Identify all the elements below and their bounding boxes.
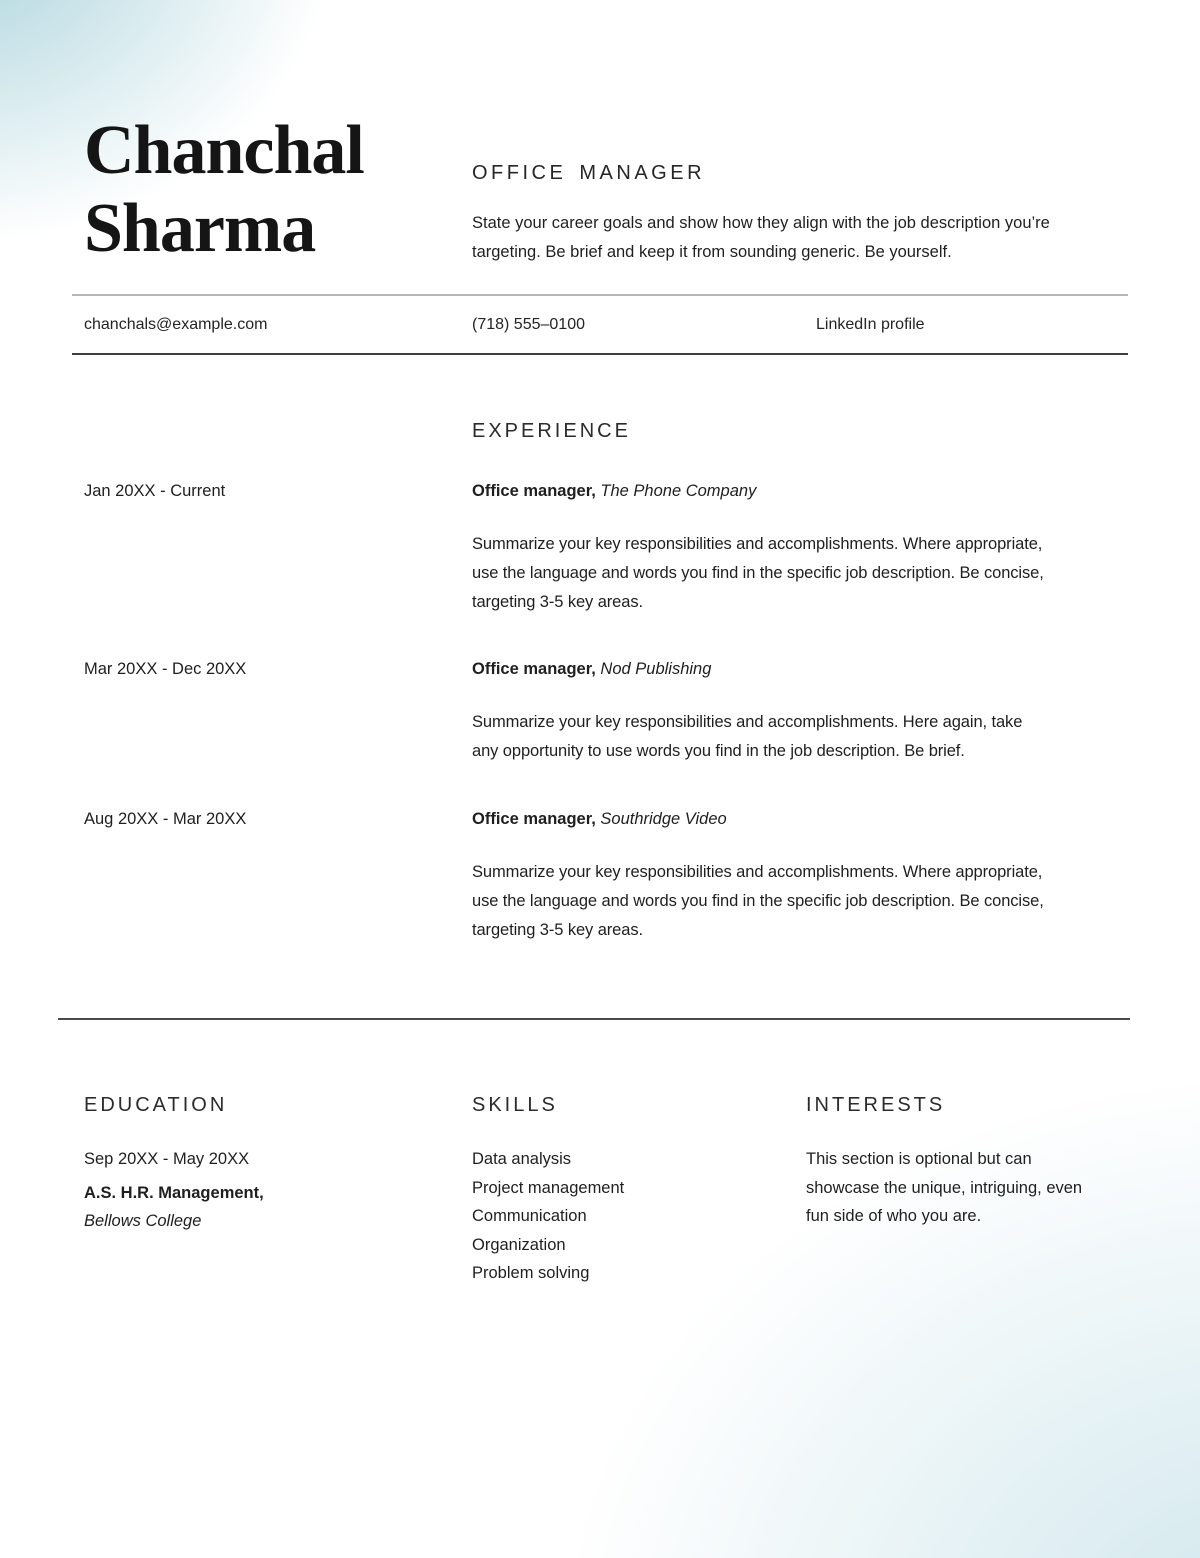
skill-item: Project management xyxy=(472,1178,625,1197)
education-degree: A.S. H.R. Management, xyxy=(84,1184,264,1202)
job-role: Office manager, xyxy=(472,482,596,500)
experience-description: Summarize your key responsibilities and accomplishments. Here again, take any opportunity to use words you find in the job description. Be brief. xyxy=(472,713,1023,760)
experience-dates: Mar 20XX - Dec 20XX xyxy=(84,660,247,678)
experience-description: Summarize your key responsibilities and accomplishments. Where appropriate, use the language and words you find in the specific job description. Be concise, targeting 3-5 key areas. xyxy=(472,535,1044,611)
email-link[interactable]: chanchals@example.com xyxy=(84,315,268,333)
skills-heading: SKILLS xyxy=(472,1094,558,1116)
skills-list xyxy=(472,1145,782,1288)
candidate-name: Chanchal Sharma xyxy=(84,112,364,267)
career-summary: State your career goals and show how they align with the job description you’re targeting. Be brief and keep it from sounding generic. Be yourself. xyxy=(472,214,1050,261)
experience-body xyxy=(472,480,1128,617)
job-role: Office manager, xyxy=(472,660,596,678)
interests-text: This section is optional but can showcase the unique, intriguing, even fun side of who you are. xyxy=(806,1150,1083,1225)
job-role: Office manager, xyxy=(472,810,596,828)
experience-entry xyxy=(84,658,1128,766)
experience-entry xyxy=(84,480,1128,617)
company-name: Nod Publishing xyxy=(600,660,712,678)
education-section xyxy=(84,1094,444,1235)
experience-dates: Jan 20XX - Current xyxy=(84,482,226,500)
experience-title xyxy=(472,808,1128,830)
education-dates: Sep 20XX - May 20XX xyxy=(84,1150,250,1168)
experience-heading: EXPERIENCE xyxy=(472,420,631,442)
interests-section xyxy=(806,1094,1106,1231)
experience-dates: Aug 20XX - Mar 20XX xyxy=(84,810,247,828)
education-school: Bellows College xyxy=(84,1212,202,1230)
skill-item: Problem solving xyxy=(472,1264,590,1283)
experience-description: Summarize your key responsibilities and accomplishments. Where appropriate, use the language and words you find in the specific job description. Be concise, targeting 3-5 key areas. xyxy=(472,863,1044,939)
phone-number: (718) 555–0100 xyxy=(472,315,585,333)
experience-body xyxy=(472,658,1128,766)
experience-title xyxy=(472,480,1128,502)
company-name: Southridge Video xyxy=(600,810,727,828)
section-divider xyxy=(58,1018,1130,1020)
skill-item: Organization xyxy=(472,1235,566,1254)
interests-heading: INTERESTS xyxy=(806,1094,946,1116)
skills-section xyxy=(472,1094,782,1288)
skill-item: Communication xyxy=(472,1207,587,1226)
experience-title xyxy=(472,658,1128,680)
education-heading: EDUCATION xyxy=(84,1094,228,1116)
skill-item: Data analysis xyxy=(472,1150,572,1168)
header-right xyxy=(472,162,1112,266)
experience-entry xyxy=(84,808,1128,945)
contact-band xyxy=(72,294,1128,355)
company-name: The Phone Company xyxy=(600,482,757,500)
linkedin-link[interactable]: LinkedIn profile xyxy=(816,315,925,333)
job-title: OFFICE MANAGER xyxy=(472,162,706,184)
experience-body xyxy=(472,808,1128,945)
